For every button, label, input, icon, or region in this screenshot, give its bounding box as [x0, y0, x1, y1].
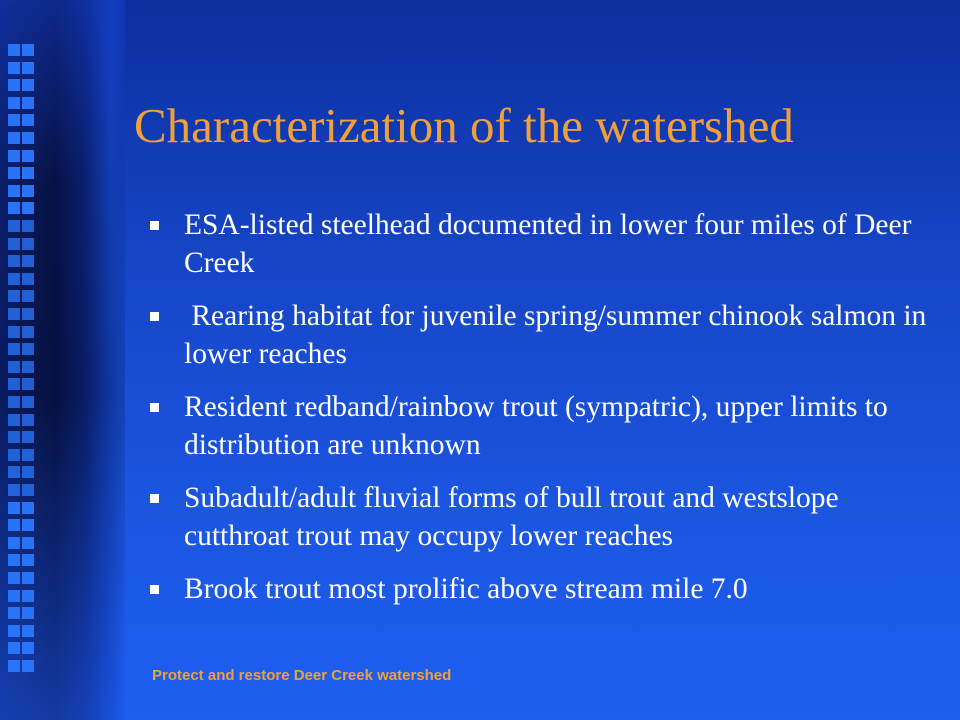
decorative-square — [22, 185, 34, 197]
decorative-square — [8, 290, 20, 302]
bullet-text: Brook trout most prolific above stream mile 7.0 — [184, 573, 748, 605]
decorative-square — [8, 308, 20, 320]
decorative-square — [22, 167, 34, 179]
bullet-item — [140, 388, 950, 464]
decorative-square — [22, 343, 34, 355]
bullet-item — [140, 570, 950, 608]
decorative-square — [22, 414, 34, 426]
decorative-square — [8, 414, 20, 426]
decorative-square — [22, 466, 34, 478]
square-bullet-icon — [150, 312, 159, 321]
decorative-square — [8, 44, 20, 56]
decorative-square — [22, 431, 34, 443]
decorative-square — [22, 150, 34, 162]
decorative-square — [22, 255, 34, 267]
square-bullet-icon — [150, 403, 159, 412]
decorative-square — [8, 114, 20, 126]
bullet-list — [140, 206, 950, 623]
decorative-square — [8, 97, 20, 109]
bullet-text: Resident redband/rainbow trout (sympatric), upper limits to distribution are unknown — [184, 391, 888, 461]
decorative-square — [22, 361, 34, 373]
decorative-square — [8, 361, 20, 373]
decorative-square — [22, 660, 34, 672]
decorative-square — [8, 396, 20, 408]
decorative-square — [22, 484, 34, 496]
decorative-square — [8, 466, 20, 478]
decorative-square — [8, 326, 20, 338]
bullet-text: Rearing habitat for juvenile spring/summer chinook salmon in lower reaches — [184, 300, 934, 370]
decorative-square — [22, 44, 34, 56]
decorative-square — [22, 502, 34, 514]
decorative-square — [22, 273, 34, 285]
decorative-square — [22, 590, 34, 602]
decorative-square — [8, 660, 20, 672]
bullet-item — [140, 206, 950, 282]
decorative-square — [8, 185, 20, 197]
decorative-square — [22, 326, 34, 338]
decorative-square — [8, 607, 20, 619]
decorative-square — [22, 220, 34, 232]
decorative-square-column — [8, 44, 32, 684]
decorative-square — [22, 202, 34, 214]
decorative-square — [22, 378, 34, 390]
decorative-square — [8, 431, 20, 443]
decorative-square — [8, 625, 20, 637]
decorative-square — [22, 607, 34, 619]
slide-footer: Protect and restore Deer Creek watershed — [152, 667, 452, 684]
decorative-square — [8, 238, 20, 250]
bullet-text: ESA-listed steelhead documented in lower four miles of Deer Creek — [184, 209, 912, 279]
slide-title: Characterization of the watershed — [134, 98, 794, 153]
decorative-square — [8, 449, 20, 461]
decorative-square — [22, 132, 34, 144]
decorative-square — [8, 378, 20, 390]
square-bullet-icon — [150, 494, 159, 503]
decorative-square — [8, 519, 20, 531]
square-bullet-icon — [150, 585, 159, 594]
bullet-item — [140, 479, 950, 555]
decorative-square — [8, 484, 20, 496]
decorative-square — [22, 537, 34, 549]
decorative-square — [22, 238, 34, 250]
decorative-square — [22, 519, 34, 531]
decorative-square — [22, 396, 34, 408]
decorative-square — [22, 114, 34, 126]
decorative-square — [8, 202, 20, 214]
decorative-square — [8, 150, 20, 162]
decorative-square — [8, 62, 20, 74]
decorative-square — [22, 625, 34, 637]
square-bullet-icon — [150, 221, 159, 230]
decorative-square — [22, 642, 34, 654]
decorative-square — [8, 642, 20, 654]
decorative-square — [8, 502, 20, 514]
decorative-square — [8, 590, 20, 602]
decorative-square — [8, 537, 20, 549]
decorative-square — [22, 62, 34, 74]
decorative-square — [22, 308, 34, 320]
bullet-item — [140, 297, 950, 373]
decorative-square — [22, 97, 34, 109]
decorative-square — [8, 273, 20, 285]
decorative-square — [22, 572, 34, 584]
decorative-square — [8, 167, 20, 179]
decorative-square — [8, 343, 20, 355]
decorative-square — [8, 132, 20, 144]
decorative-square — [8, 554, 20, 566]
decorative-square — [8, 255, 20, 267]
decorative-square — [8, 220, 20, 232]
decorative-square — [8, 79, 20, 91]
bullet-text: Subadult/adult fluvial forms of bull trout and westslope cutthroat trout may occupy lower reaches — [184, 482, 839, 552]
decorative-square — [22, 554, 34, 566]
decorative-square — [22, 290, 34, 302]
decorative-square — [8, 572, 20, 584]
decorative-square — [22, 449, 34, 461]
decorative-square — [22, 79, 34, 91]
